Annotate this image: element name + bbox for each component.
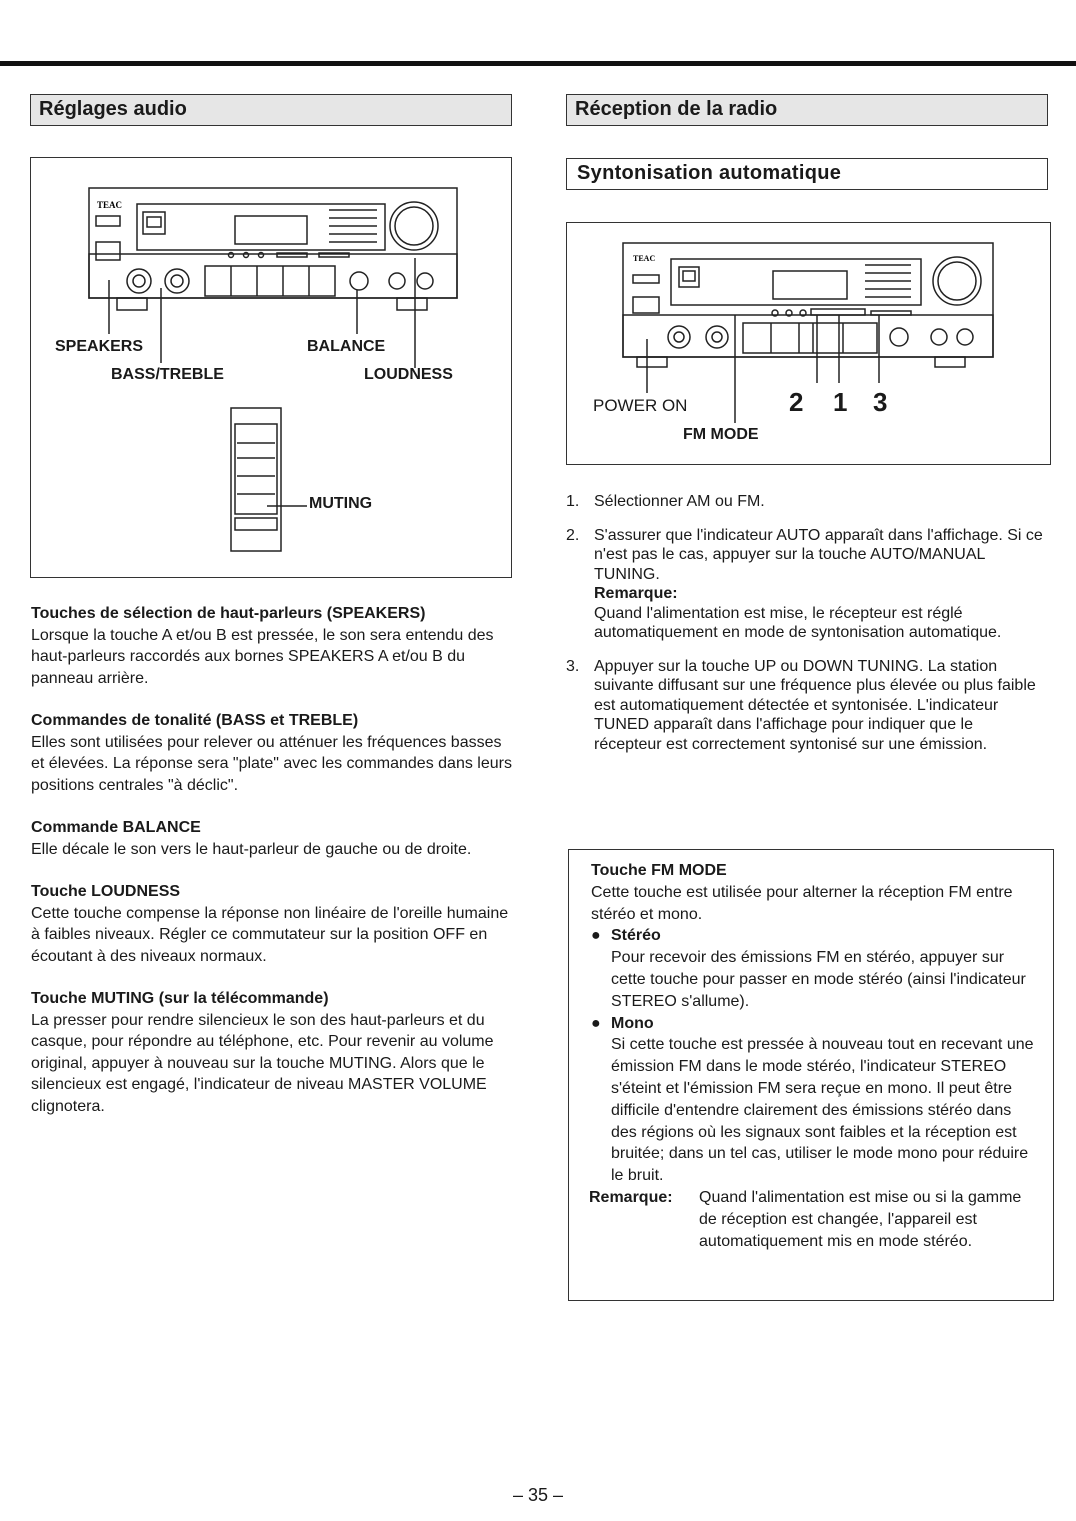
step-text: Sélectionner AM ou FM. xyxy=(594,493,765,510)
desc-tone xyxy=(31,710,517,796)
label-step-1: 1 xyxy=(833,387,848,417)
top-rule xyxy=(0,61,1076,66)
label-fm-mode: FM MODE xyxy=(683,426,759,443)
desc-loudness xyxy=(31,881,517,967)
bullet-dot: ● xyxy=(591,1014,601,1032)
label-balance: BALANCE xyxy=(307,338,386,355)
mono-bullet xyxy=(591,1013,1039,1187)
figure-audio-controls xyxy=(30,157,512,578)
label-muting: MUTING xyxy=(309,495,373,512)
step-text: S'assurer que l'indicateur AUTO apparaît dans l'affichage. Si ce n'est pas le cas, appuyer sur la touche AUTO/MANUAL TUNING. xyxy=(594,526,1043,583)
bullet-dot: ● xyxy=(591,927,601,945)
stereo-bullet xyxy=(591,925,1039,1012)
desc-balance xyxy=(31,817,517,860)
step-item xyxy=(566,657,1044,755)
remark-label: Remarque: xyxy=(589,1188,673,1206)
desc-heading: Touche MUTING (sur la télécommande) xyxy=(31,990,329,1007)
label-speakers: SPEAKERS xyxy=(55,338,144,355)
label-loudness: LOUDNESS xyxy=(364,366,453,383)
step-item xyxy=(566,526,1044,643)
stereo-text: Pour recevoir des émissions FM en stéréo, appuyer sur cette touche pour passer en mode stéréo (ainsi l'indicateur STEREO s'allume). xyxy=(611,949,1026,1010)
figure-tuning-controls xyxy=(566,222,1051,465)
desc-heading: Commandes de tonalité (BASS et TREBLE) xyxy=(31,712,359,729)
desc-heading: Touches de sélection de haut-parleurs (SPEAKERS) xyxy=(31,605,426,622)
label-step-2: 2 xyxy=(789,387,804,417)
desc-heading: Touche LOUDNESS xyxy=(31,883,181,900)
step-text: Appuyer sur la touche UP ou DOWN TUNING. La station suivante diffusant sur une fréquence plus élevée ou plus faible est automatiquement détectée et syntonisée. L'indicateur TUNED apparaît dans l'affichage pour indiquer que le récepteur est correctement syntonisé sur une émission. xyxy=(594,657,1036,753)
brand-logo-left: TEAC xyxy=(97,200,123,210)
stereo-title: Stéréo xyxy=(611,927,661,945)
desc-heading: Commande BALANCE xyxy=(31,819,201,836)
receiver-illustration-right xyxy=(567,223,1052,466)
fm-mode-box xyxy=(568,849,1054,1301)
desc-body: Cette touche compense la réponse non linéaire de l'oreille humaine à faibles niveaux. Régler ce commutateur sur la position OFF en écoutant à des niveaux normaux. xyxy=(31,904,509,965)
fm-mode-content xyxy=(591,860,1039,1252)
label-step-3: 3 xyxy=(873,387,888,417)
step-number: 3. xyxy=(566,657,580,675)
desc-body: Lorsque la touche A et/ou B est pressée, le son sera entendu des haut-parleurs raccordés aux bornes SPEAKERS A et/ou B du panneau arrière. xyxy=(31,626,494,687)
mono-title: Mono xyxy=(611,1014,654,1032)
tuning-steps xyxy=(566,492,1044,768)
label-bass-treble: BASS/TREBLE xyxy=(111,366,224,383)
desc-body: Elles sont utilisées pour relever ou atténuer les fréquences basses et élevées. La réponse sera "plate" avec les commandes dans leurs positions centrales "à déclic". xyxy=(31,733,512,794)
desc-body: Elle décale le son vers le haut-parleur de gauche ou de droite. xyxy=(31,840,472,858)
fm-mode-heading: Touche FM MODE xyxy=(591,862,727,879)
brand-logo-right: TEAC xyxy=(633,254,656,263)
step-number: 1. xyxy=(566,493,580,510)
desc-muting xyxy=(31,988,517,1117)
mono-text: Si cette touche est pressée à nouveau tout en recevant une émission FM dans le mode stéréo, l'indicateur STEREO s'éteint et l'émission FM sera reçue en mono. Il peut être difficile d'entendre clairement des émissions stéréo dans des régions où les signaux sont faibles et la réception est bruitée; dans un tel cas, utiliser le mode mono pour réduire le bruit. xyxy=(611,1036,1034,1185)
section-title-audio: Réglages audio xyxy=(30,94,512,126)
step-item xyxy=(566,492,1044,512)
fm-mode-intro: Cette touche est utilisée pour alterner la réception FM entre stéréo et mono. xyxy=(591,883,1013,923)
subsection-title-auto-tuning: Syntonisation automatique xyxy=(566,158,1048,190)
fm-remark xyxy=(589,1187,1039,1252)
label-power-on: POWER ON xyxy=(593,396,688,415)
desc-speakers xyxy=(31,603,517,689)
section-title-radio: Réception de la radio xyxy=(566,94,1048,126)
remark-text: Quand l'alimentation est mise ou si la gamme de réception est changée, l'appareil est automatiquement mis en mode stéréo. xyxy=(699,1188,1022,1250)
audio-descriptions xyxy=(31,603,517,1117)
page-number: – 35 – xyxy=(512,1485,564,1505)
step-note-label: Remarque: xyxy=(594,585,678,602)
step-note: Quand l'alimentation est mise, le récepteur est réglé automatiquement en mode de syntonisation automatique. xyxy=(594,604,1002,641)
step-number: 2. xyxy=(566,526,580,544)
desc-body: La presser pour rendre silencieux le son des haut-parleurs et du casque, pour répondre au téléphone, etc. Pour revenir au volume original, appuyer à nouveau sur la touche MUTING. Alors que le silencieux est engagé, l'indicateur de niveau MASTER VOLUME clignotera. xyxy=(31,1011,494,1115)
